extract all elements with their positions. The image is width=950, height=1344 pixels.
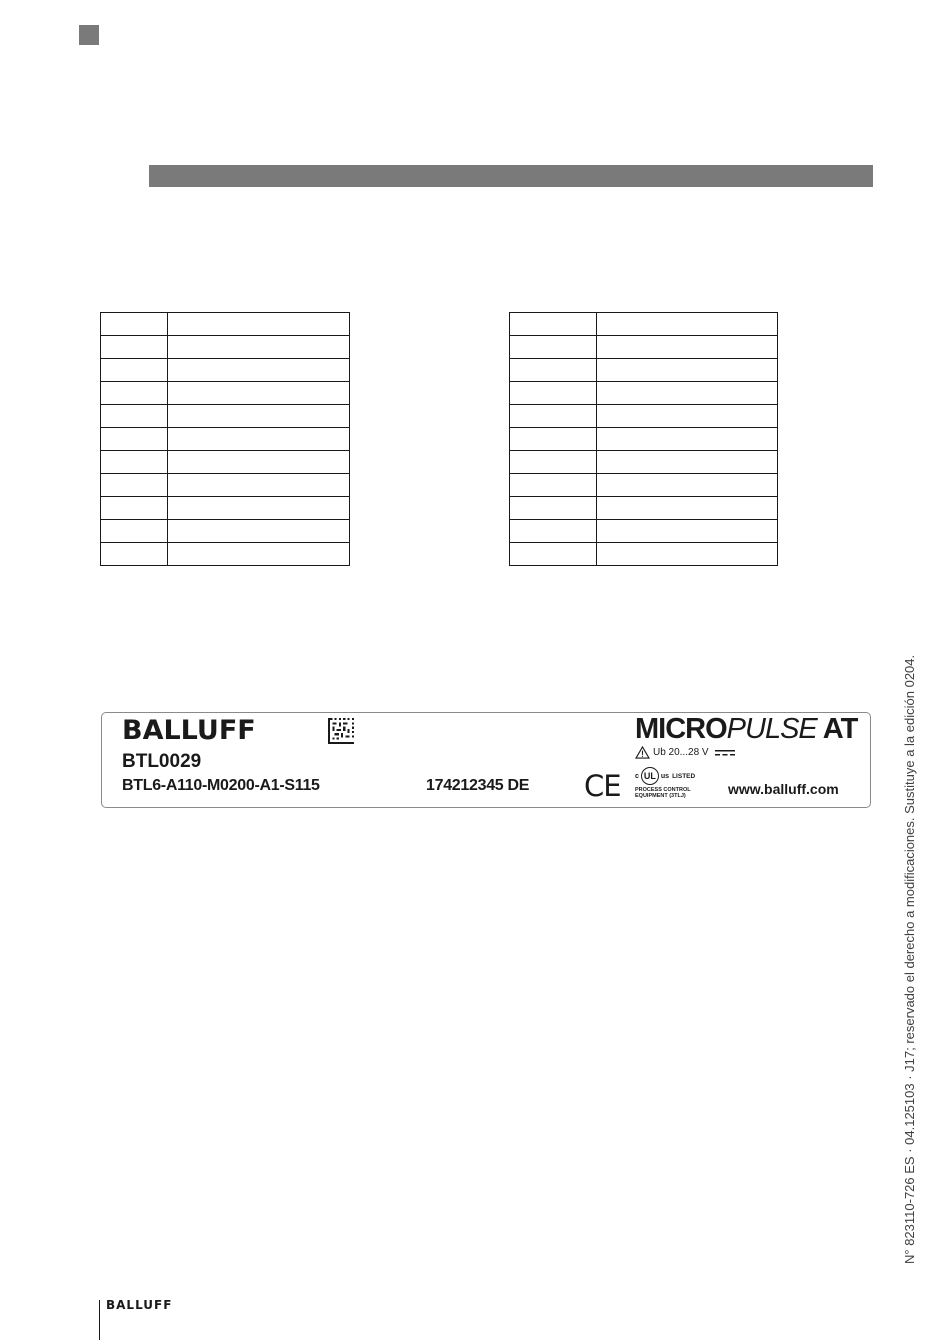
table-cell xyxy=(597,359,778,382)
table-cell xyxy=(168,313,350,336)
table-cell xyxy=(168,543,350,566)
table-row xyxy=(101,359,350,382)
table-row xyxy=(101,543,350,566)
table-cell xyxy=(510,520,597,543)
table-row xyxy=(510,497,778,520)
table-row xyxy=(101,336,350,359)
plate-model-number: BTL6-A110-M0200-A1-S115 xyxy=(122,777,320,794)
table-cell xyxy=(101,474,168,497)
table-cell xyxy=(101,336,168,359)
type-label-plate xyxy=(101,712,871,808)
table-row xyxy=(510,313,778,336)
table-cell xyxy=(597,382,778,405)
table-cell xyxy=(510,428,597,451)
table-cell xyxy=(101,520,168,543)
ul-listed-icon xyxy=(635,767,695,785)
ul-prefix: c xyxy=(635,772,639,780)
ul-listed-text: LISTED xyxy=(672,772,696,780)
ul-equipment-line: EQUIPMENT (3TLJ) xyxy=(635,793,686,799)
table-row xyxy=(101,497,350,520)
table-cell xyxy=(101,405,168,428)
table-cell xyxy=(101,451,168,474)
table-row xyxy=(101,451,350,474)
voltage-rating xyxy=(635,746,735,759)
table-cell xyxy=(510,497,597,520)
table-cell xyxy=(168,359,350,382)
table-cell xyxy=(101,359,168,382)
document-reference-text: N° 823110-726 ES · 04.125103 · J17; reservado el derecho a modificaciones. Sustituye a la edición 0204. xyxy=(902,654,917,1264)
ce-mark: CE xyxy=(584,769,621,803)
table-cell xyxy=(101,313,168,336)
table-cell xyxy=(597,428,778,451)
table-row xyxy=(101,520,350,543)
table-row xyxy=(101,405,350,428)
table-row xyxy=(510,382,778,405)
table-cell xyxy=(510,451,597,474)
brand-part-pulse: PULSE xyxy=(726,713,817,745)
ul-suffix: us xyxy=(660,772,670,780)
table-row xyxy=(510,451,778,474)
empty-table-right xyxy=(509,312,778,566)
dc-voltage-icon xyxy=(715,749,735,757)
table-cell xyxy=(597,497,778,520)
section-marker-square xyxy=(79,25,99,45)
plate-logo: BALLUFF xyxy=(122,715,256,746)
table-cell xyxy=(597,474,778,497)
table-cell xyxy=(510,336,597,359)
table-cell xyxy=(168,428,350,451)
table-row xyxy=(510,359,778,382)
ul-mark: UL xyxy=(641,767,659,785)
table-cell xyxy=(597,336,778,359)
table-cell xyxy=(168,474,350,497)
table-cell xyxy=(101,428,168,451)
table-cell xyxy=(597,313,778,336)
table-cell xyxy=(168,336,350,359)
brand-part-at: AT xyxy=(822,713,858,745)
table-cell xyxy=(101,382,168,405)
table-cell xyxy=(597,520,778,543)
table-row xyxy=(510,520,778,543)
table-cell xyxy=(101,497,168,520)
table-row xyxy=(510,543,778,566)
table-cell xyxy=(597,451,778,474)
table-row xyxy=(101,382,350,405)
voltage-text: Ub 20...28 V xyxy=(653,747,709,758)
table-cell xyxy=(168,520,350,543)
table-cell xyxy=(101,543,168,566)
table-cell xyxy=(597,543,778,566)
table-cell xyxy=(510,359,597,382)
table-row xyxy=(101,474,350,497)
footer-divider xyxy=(99,1300,100,1340)
table-cell xyxy=(510,313,597,336)
table-cell xyxy=(510,382,597,405)
table-cell xyxy=(510,474,597,497)
empty-table-left xyxy=(100,312,350,566)
table-cell xyxy=(168,405,350,428)
table-row xyxy=(101,428,350,451)
plate-product-code: BTL0029 xyxy=(122,751,202,772)
table-cell xyxy=(597,405,778,428)
table-cell xyxy=(510,543,597,566)
table-row xyxy=(101,313,350,336)
table-cell xyxy=(168,382,350,405)
plate-website: www.balluff.com xyxy=(728,781,839,797)
table-row xyxy=(510,474,778,497)
warning-icon xyxy=(635,746,650,759)
footer-logo: BALLUFF xyxy=(106,1298,173,1312)
ul-equipment-line: PROCESS CONTROL xyxy=(635,787,691,793)
table-row xyxy=(510,336,778,359)
table-row xyxy=(510,428,778,451)
section-header-bar xyxy=(149,165,873,187)
table-cell xyxy=(168,451,350,474)
ul-equipment-text xyxy=(635,787,691,799)
table-cell xyxy=(510,405,597,428)
table-row xyxy=(510,405,778,428)
table-cell xyxy=(168,497,350,520)
datamatrix-code-icon xyxy=(328,718,354,744)
plate-brand-name xyxy=(635,713,857,746)
brand-part-micro: MICRO xyxy=(635,713,727,745)
plate-serial-number: 174212345 DE xyxy=(426,777,530,794)
